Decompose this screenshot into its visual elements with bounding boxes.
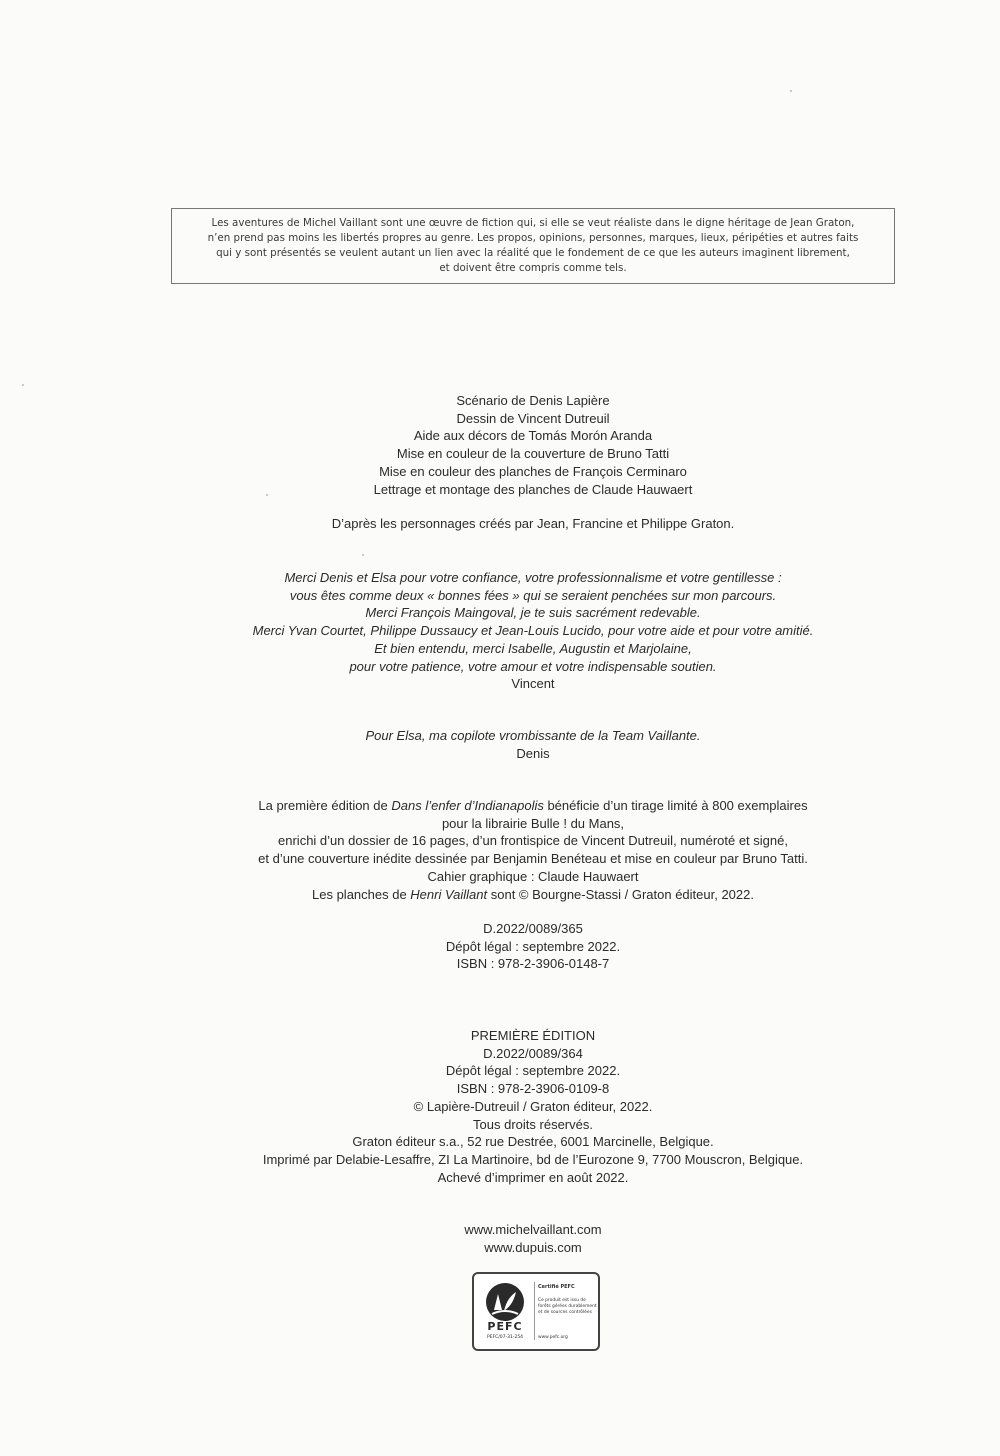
first-edition-line: Achevé d’imprimer en août 2022.	[437, 1169, 629, 1185]
dedication-denis-block	[0, 727, 1000, 762]
thanks-line: Et bien entendu, merci Isabelle, Augustin et Marjolaine,	[374, 640, 692, 656]
credits-block	[0, 392, 1000, 498]
pefc-certification-badge	[472, 1272, 600, 1351]
limited-edition-block	[0, 797, 1000, 903]
first-edition-line: PREMIÈRE ÉDITION	[470, 1028, 596, 1043]
credit-line: Dessin de Vincent Dutreuil	[456, 410, 610, 426]
limited-edition-line: et d’une couverture inédite dessinée par Benjamin Benéteau et mise en couleur par Bruno Tatti.	[258, 851, 808, 867]
thanks-line: Merci François Maingoval, je te suis sacrément redevable.	[365, 605, 701, 621]
thanks-vincent-block	[0, 569, 1000, 693]
thanks-line: Merci Yvan Courtet, Philippe Dussaucy et Jean-Louis Lucido, pour votre aide et pour votre amitié.	[252, 623, 814, 639]
limited-legal-block	[0, 920, 1000, 973]
limited-edition-line: enrichi d’un dossier de 16 pages, d’un frontispice de Vincent Dutreuil, numéroté et signé,	[278, 833, 788, 849]
credit-line: Aide aux décors de Tomás Morón Aranda	[413, 428, 653, 444]
paper-speck	[362, 554, 364, 556]
signature-denis: Denis	[516, 745, 550, 761]
paper-speck	[266, 494, 268, 496]
thanks-line: pour votre patience, votre amour et votre indispensable soutien.	[349, 658, 717, 674]
paper-speck	[22, 384, 24, 386]
book-title: Dans l’enfer d’Indianapolis	[391, 798, 544, 813]
based-on-line: D’après les personnages créés par Jean, Francine et Philippe Graton.	[331, 516, 735, 531]
legal-line: D.2022/0089/365	[483, 921, 583, 936]
disclaimer-line: et doivent être compris comme tels.	[439, 262, 627, 274]
signature-vincent: Vincent	[511, 676, 555, 692]
legal-line: Dépôt légal : septembre 2022.	[445, 938, 621, 954]
pefc-divider	[534, 1282, 535, 1340]
limited-edition-line: Cahier graphique : Claude Hauwaert	[427, 868, 639, 884]
paper-speck	[790, 90, 792, 92]
disclaimer-box	[171, 208, 895, 284]
first-edition-line: Dépôt légal : septembre 2022.	[445, 1063, 621, 1079]
disclaimer-line: qui y sont présentés se veulent autant un lien avec la réalité que le fondement de ce que les auteurs imaginent librement,	[216, 247, 850, 259]
credit-line: Scénario de Denis Lapière	[456, 393, 610, 408]
limited-edition-line: pour la librairie Bulle ! du Mans,	[441, 815, 625, 831]
websites-block	[0, 1221, 1000, 1256]
limited-edition-line-1: La première édition de Dans l’enfer d’Indianapolis bénéficie d’un tirage limité à 800 exemplaires	[258, 798, 808, 813]
pefc-certified: Certifié PEFC	[538, 1284, 575, 1290]
disclaimer-line: n’en prend pas moins les libertés propres au genre. Les propos, opinions, personnes, marques, lieux, péripéties et autres faits	[207, 232, 859, 244]
disclaimer-line: Les aventures de Michel Vaillant sont une œuvre de fiction qui, si elle se veut réaliste dans le digne héritage de Jean Graton,	[211, 217, 855, 229]
dedication-line: Pour Elsa, ma copilote vrombissante de la Team Vaillante.	[365, 728, 701, 743]
pefc-code: PEFC/07-31-254	[486, 1335, 524, 1340]
credit-line: Lettrage et montage des planches de Claude Hauwaert	[373, 481, 693, 497]
pefc-desc: Ce produit est issu de	[538, 1298, 586, 1303]
website-dupuis: www.dupuis.com	[484, 1239, 582, 1255]
first-edition-line: Graton éditeur s.a., 52 rue Destrée, 6001 Marcinelle, Belgique.	[352, 1134, 714, 1150]
first-edition-line: ISBN : 978-2-3906-0109-8	[456, 1081, 610, 1097]
first-edition-line: © Lapière-Dutreuil / Graton éditeur, 2022.	[413, 1098, 653, 1114]
based-on-block	[0, 515, 1000, 533]
first-edition-line: D.2022/0089/364	[483, 1045, 583, 1061]
legal-line: ISBN : 978-2-3906-0148-7	[456, 956, 610, 972]
first-edition-block	[0, 1027, 1000, 1186]
first-edition-line: Imprimé par Delabie-Lesaffre, ZI La Martinoire, bd de l’Eurozone 9, 7700 Mouscron, Belgique.	[262, 1151, 804, 1167]
series-title: Henri Vaillant	[410, 886, 488, 902]
pefc-desc: forêts gérées durablement	[538, 1304, 597, 1309]
thanks-line: vous êtes comme deux « bonnes fées » qui se seraient penchées sur mon parcours.	[289, 587, 777, 603]
pefc-url: www.pefc.org	[538, 1335, 568, 1340]
thanks-line: Merci Denis et Elsa pour votre confiance, votre professionnalisme et votre gentillesse :	[284, 570, 782, 585]
pefc-desc: et de sources contrôlées	[538, 1310, 592, 1315]
website-michelvaillant: www.michelvaillant.com	[464, 1222, 602, 1237]
credit-line: Mise en couleur des planches de François Cerminaro	[379, 463, 687, 479]
limited-edition-line-6: Les planches de Henri Vaillant sont © Bourgne-Stassi / Graton éditeur, 2022.	[312, 886, 754, 902]
pefc-logo	[480, 1280, 530, 1343]
pefc-label: PEFC	[487, 1320, 523, 1333]
first-edition-line: Tous droits réservés.	[473, 1116, 593, 1132]
credit-line: Mise en couleur de la couverture de Bruno Tatti	[396, 446, 670, 462]
